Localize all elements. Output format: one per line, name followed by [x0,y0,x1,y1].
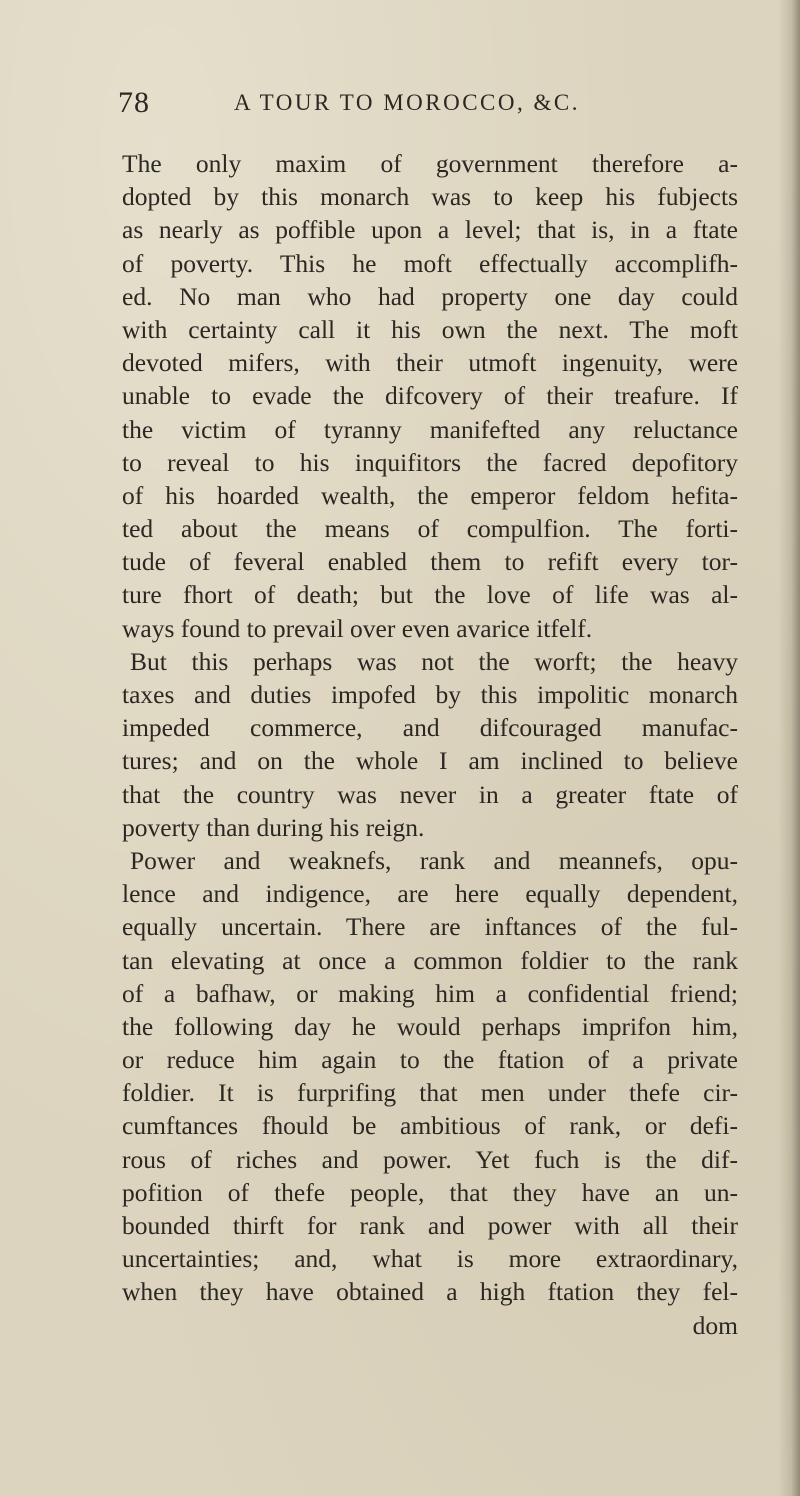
text-line: The only maxim of government therefore a- [122,149,738,178]
text-line: But this perhaps was not the worft; the heavy [130,646,738,676]
text-line: cumftances fhould be ambitious of rank, or defi- [122,1111,738,1141]
running-head: A TOUR TO MOROCCO, &C. [234,90,580,115]
text-line: or reduce him again to the ftation of a private [122,1045,738,1075]
text-line: ture fhort of death; but the love of life was al- [122,580,738,610]
catchword: dom [692,1310,738,1340]
text-line: tures; and on the whole I am inclined to believe [122,746,738,776]
page-header [118,86,738,126]
page-edge-shadow [778,0,800,1496]
text-line: taxes and duties impofed by this impolitic monarch [122,680,738,709]
text-line: of poverty. This he moft effectually accomplifh- [122,248,738,278]
text-line: rous of riches and power. Yet fuch is the dif- [122,1144,738,1174]
text-line: unable to evade the difcovery of their treafure. If [122,381,738,411]
text-line: devoted mifers, with their utmoft ingenuity, were [122,348,738,378]
text-line: ed. No man who had property one day could [122,281,738,311]
page-number: 78 [118,86,150,119]
text-line: bounded thirft for rank and power with all their [122,1211,738,1240]
text-line: ted about the means of compulfion. The forti- [122,514,738,544]
text-line: when they have obtained a high ftation they fel- [122,1277,738,1307]
text-line: impeded commerce, and difcouraged manufac- [122,713,738,743]
text-line: equally uncertain. There are inftances of the ful- [122,912,738,942]
text-line: uncertainties; and, what is more extraordinary, [122,1244,738,1274]
text-line: of his hoarded wealth, the emperor feldom hefita- [122,480,738,510]
body-text [122,147,738,1342]
text-line: tude of feveral enabled them to refift every tor- [122,547,738,577]
text-line: foldier. It is furprifing that men under thefe cir- [122,1078,738,1108]
text-line: dopted by this monarch was to keep his fubjects [122,182,738,212]
text-line: to reveal to his inquifitors the facred depofitory [122,447,738,477]
text-line: with certainty call it his own the next. The moft [122,314,738,344]
text-line: the victim of tyranny manifefted any reluctance [122,414,738,444]
text-line: ways found to prevail over even avarice itfelf. [122,613,593,643]
text-line: that the country was never in a greater ftate of [122,779,738,809]
text-line: of a bafhaw, or making him a confidential friend; [122,978,738,1008]
text-line: the following day he would perhaps imprifon him, [122,1011,738,1041]
text-line: tan elevating at once a common foldier to the rank [122,945,738,975]
text-line: as nearly as poffible upon a level; that is, in a ftate [122,215,738,245]
text-line: Power and weaknefs, rank and meannefs, opu- [130,845,738,875]
text-line: lence and indigence, are here equally dependent, [122,879,738,909]
text-line: poverty than during his reign. [122,812,425,842]
text-line: pofition of thefe people, that they have an un- [122,1177,738,1207]
